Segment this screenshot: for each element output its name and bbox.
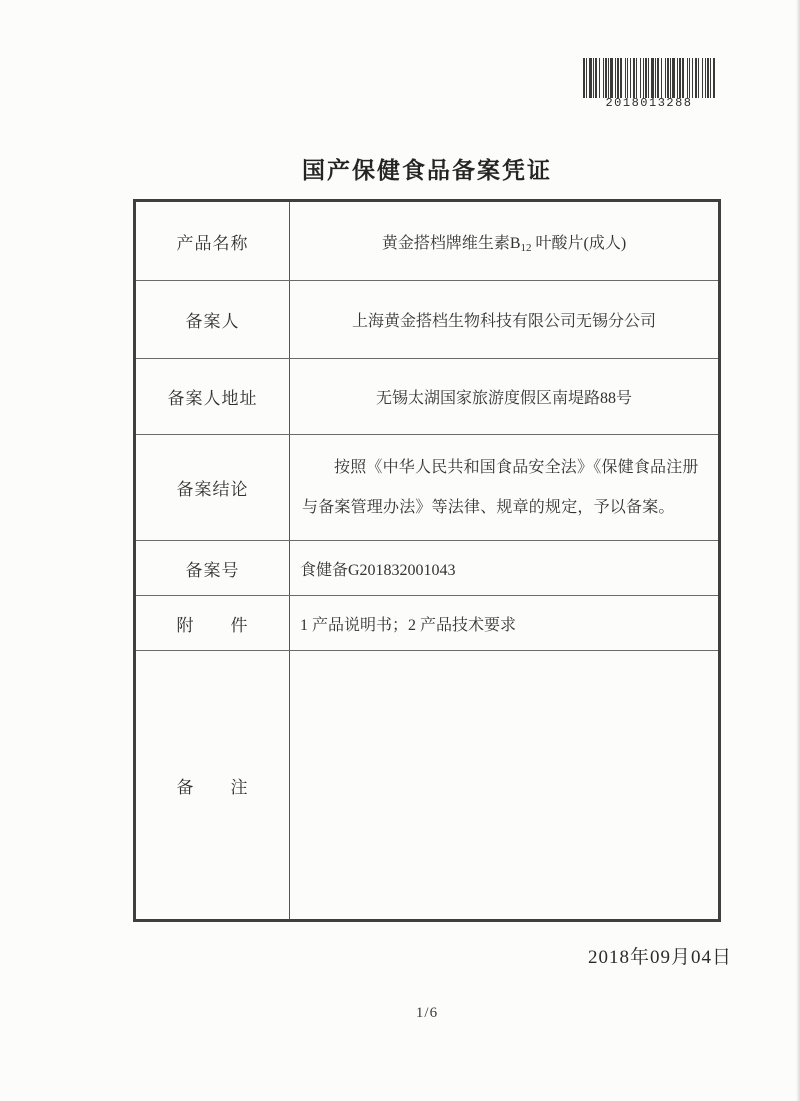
table-row-registrant	[136, 281, 718, 359]
row-value: 无锡太湖国家旅游度假区南堤路88号	[375, 390, 632, 407]
row-value	[290, 651, 718, 919]
row-value: 黄金搭档牌维生素$B_{12}$ 叶酸片(成人)	[381, 234, 627, 254]
page-number: 1/6	[415, 1005, 439, 1021]
row-value: 上海黄金搭档生物科技有限公司无锡分公司	[351, 313, 656, 330]
table-row-filing-number	[136, 541, 718, 596]
table-row-filing-conclusion	[136, 435, 718, 541]
barcode-number: 2018013288	[605, 96, 693, 110]
row-label: 备案人地址	[136, 359, 290, 434]
b12-subscript: 12	[520, 241, 532, 254]
table-row-remarks	[136, 651, 718, 919]
barcode-icon	[583, 58, 715, 98]
page-title: 国产保健食品备案凭证	[302, 158, 552, 183]
row-label: 附 件	[136, 596, 290, 650]
row-value: 1 产品说明书；2 产品技术要求	[300, 616, 517, 634]
row-label: 备案人	[136, 281, 290, 358]
row-label: 备 注	[136, 651, 290, 919]
row-label: 产品名称	[136, 202, 290, 280]
row-label: 备案结论	[136, 435, 290, 540]
row-label: 备案号	[136, 541, 290, 595]
table-row-attachments	[136, 596, 718, 651]
table-row-registrant-address	[136, 359, 718, 435]
row-value: 按照《中华人民共和国食品安全法》《保健食品注册与备案管理办法》等法律、规章的规定，予以备案。	[302, 459, 699, 516]
barcode-block	[583, 58, 715, 110]
issue-date: 2018年09月04日	[587, 947, 732, 968]
certificate-table	[133, 199, 721, 922]
row-value: 食健备G201832001043	[300, 561, 456, 579]
table-row-product-name	[136, 202, 718, 281]
